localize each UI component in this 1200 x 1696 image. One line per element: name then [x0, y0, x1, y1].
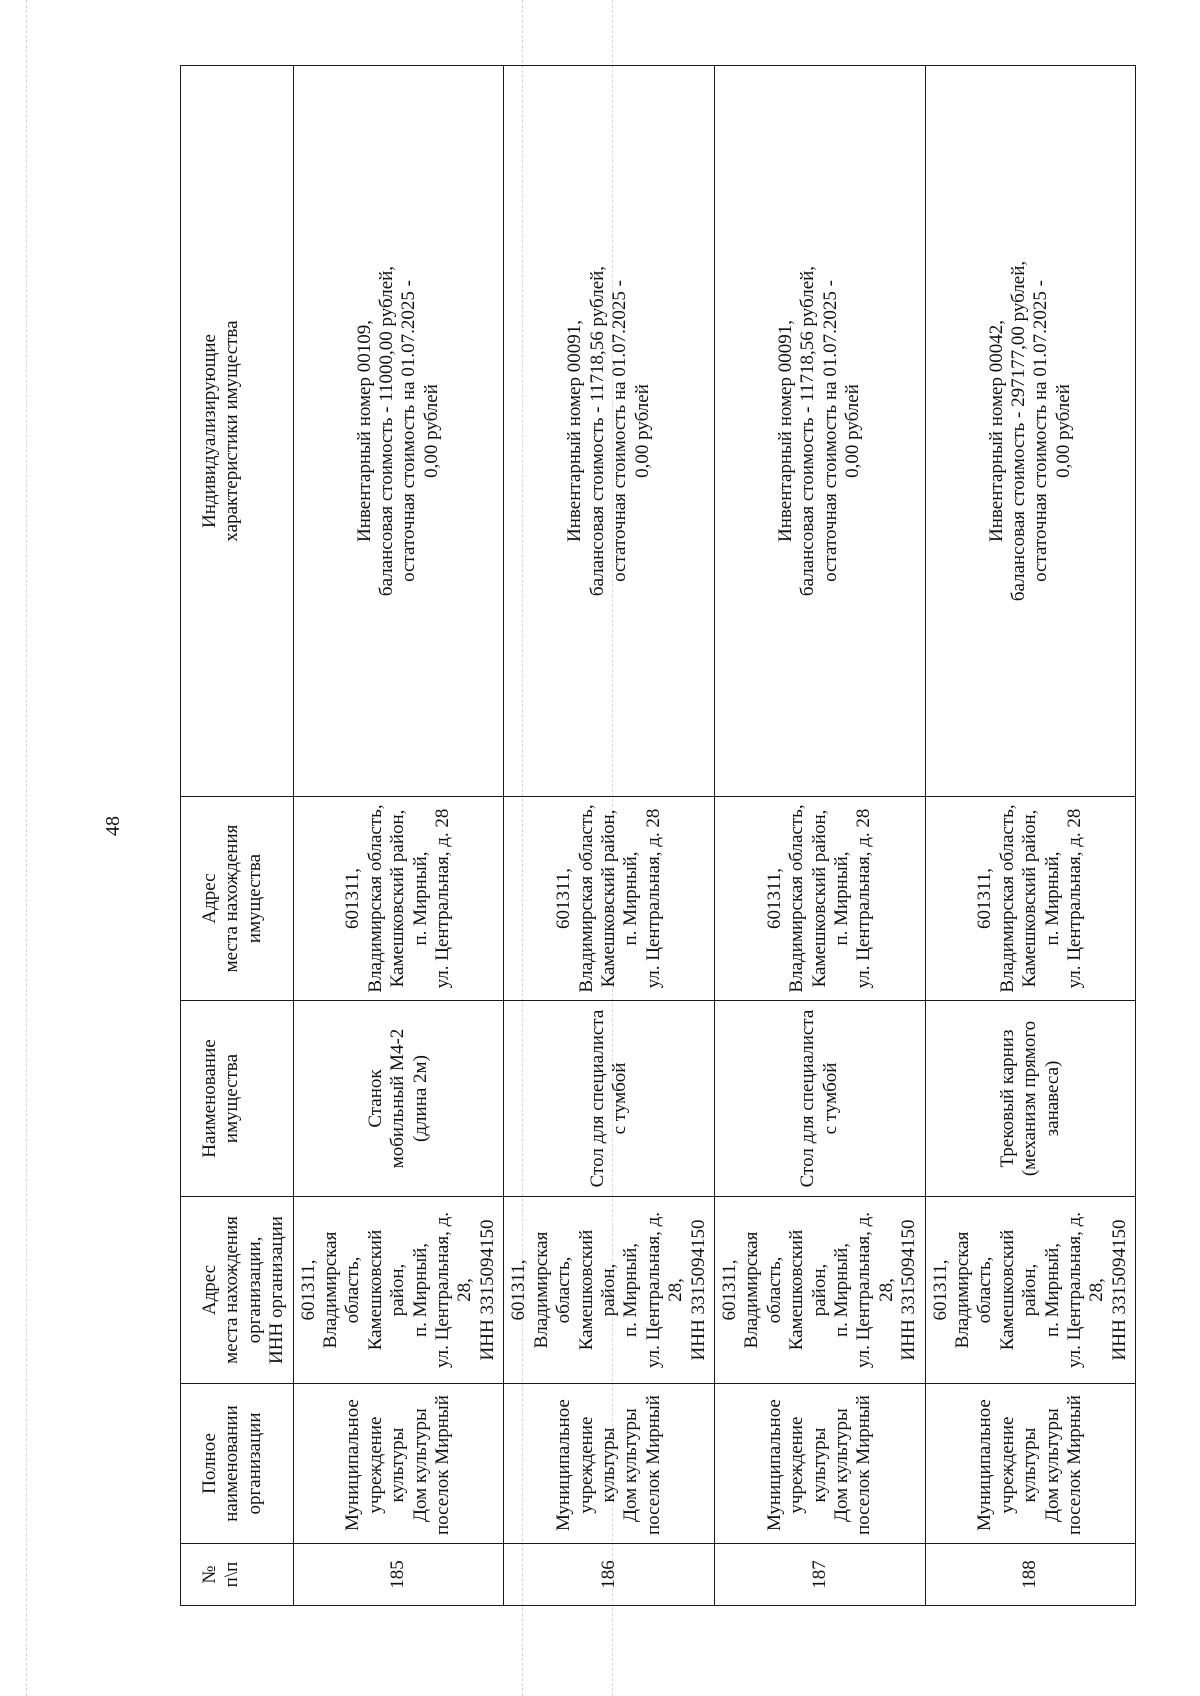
- organization-address-line: Камешковский район,: [364, 1229, 409, 1351]
- characteristics-cell: [925, 66, 1136, 797]
- property-address-line: Камешковский район,: [387, 809, 409, 988]
- organization-name-line: поселок Мирный: [1064, 1395, 1086, 1535]
- table-header-row: [181, 66, 294, 1606]
- property-name-cell: [714, 1001, 925, 1197]
- header-characteristics: [181, 66, 294, 797]
- header-line: наименовании: [221, 1405, 243, 1522]
- characteristics-line: балансовая стоимость - 11000,00 рублей,: [376, 265, 398, 597]
- property-name-line: Станок: [364, 1069, 386, 1128]
- organization-address-line: ул. Центральная, д. 28,: [642, 1212, 687, 1369]
- organization-name-line: Дом культуры: [409, 1408, 431, 1522]
- organization-address-line: 601311,: [508, 1259, 530, 1321]
- organization-address-line: ИНН 3315094150: [1108, 1219, 1130, 1361]
- organization-name-line: Дом культуры: [1041, 1408, 1063, 1522]
- organization-name-line: Дом культуры: [830, 1408, 852, 1522]
- organization-address-line: п. Мирный,: [1041, 1242, 1063, 1338]
- organization-name-cell: [714, 1384, 925, 1544]
- header-line: Индивидуализирующие: [199, 334, 220, 528]
- property-address-line: п. Мирный,: [620, 851, 642, 946]
- property-address-line: ул. Центральная, д. 28: [432, 808, 454, 989]
- property-address-cell: [293, 797, 504, 1001]
- characteristics-cell: [714, 66, 925, 797]
- organization-address-line: Камешковский район,: [575, 1229, 619, 1351]
- organization-address-cell: [293, 1197, 504, 1384]
- organization-address-line: ул. Центральная, д. 28,: [853, 1212, 897, 1369]
- organization-address-line: ул. Центральная, д. 28,: [432, 1212, 476, 1369]
- characteristics-line: остаточная стоимость на 01.07.2025 -: [609, 280, 631, 582]
- property-address-line: п. Мирный,: [830, 851, 852, 946]
- header-line: места нахождения: [221, 1216, 243, 1364]
- header-line: имущества: [221, 1053, 243, 1144]
- header-organization-address: [181, 1197, 294, 1384]
- organization-name-line: Муниципальное: [763, 1399, 785, 1531]
- property-address-line: ул. Центральная, д. 28: [853, 808, 875, 989]
- property-address-line: 601311,: [342, 867, 364, 930]
- property-name-cell: [925, 1001, 1136, 1197]
- row-number: 187: [714, 1544, 925, 1606]
- organization-name-line: Муниципальное: [342, 1399, 364, 1531]
- row-number: 185: [293, 1544, 504, 1606]
- organization-address-line: ИНН 3315094150: [476, 1219, 498, 1361]
- organization-address-line: 601311,: [718, 1259, 740, 1321]
- organization-name-line: учреждение: [364, 1416, 386, 1514]
- property-name-line: Трековый карниз: [996, 1029, 1018, 1168]
- organization-name-cell: [925, 1384, 1136, 1544]
- characteristics-line: Инвентарный номер 00091,: [774, 320, 796, 542]
- header-number: [181, 1544, 294, 1606]
- property-name-cell: [293, 1001, 504, 1197]
- scan-artifact-line: [26, 0, 27, 1696]
- property-name-line: (длина 2м): [409, 1055, 431, 1142]
- organization-address-line: 601311,: [297, 1259, 319, 1321]
- property-address-line: Владимирская область,: [996, 804, 1018, 993]
- organization-address-line: Владимирская область,: [741, 1231, 785, 1349]
- organization-address-line: ИНН 3315094150: [687, 1219, 709, 1361]
- header-line: Наименование: [199, 1039, 220, 1158]
- header-line: места нахождения: [221, 824, 243, 973]
- table-row: [714, 66, 925, 1606]
- organization-name-line: культуры: [597, 1427, 619, 1503]
- organization-address-line: Камешковский район,: [996, 1229, 1041, 1351]
- page-number: 48: [101, 816, 124, 836]
- property-address-line: Камешковский район,: [1019, 809, 1041, 988]
- row-number: 188: [925, 1544, 1136, 1606]
- table-row: [925, 66, 1136, 1606]
- characteristics-line: балансовая стоимость - 11718,56 рублей,: [586, 265, 608, 597]
- organization-name-line: учреждение: [786, 1416, 808, 1514]
- organization-address-line: ИНН 3315094150: [898, 1219, 920, 1361]
- organization-name: [764, 1395, 876, 1535]
- property-address-cell: [714, 797, 925, 1001]
- property-name-cell: [504, 1001, 715, 1197]
- property-address-line: п. Мирный,: [1041, 851, 1063, 946]
- organization-name-cell: [504, 1384, 715, 1544]
- property-address-line: 601311,: [974, 867, 996, 930]
- property-name-line: Стол для специалиста: [797, 1009, 819, 1188]
- characteristics-cell: [293, 66, 504, 797]
- organization-address-cell: [714, 1197, 925, 1384]
- header-line: ИНН организации: [266, 1216, 288, 1364]
- property-address-line: 601311,: [553, 867, 575, 930]
- organization-address-line: п. Мирный,: [409, 1242, 431, 1338]
- row-number: 186: [504, 1544, 715, 1606]
- characteristics-line: остаточная стоимость на 01.07.2025 -: [819, 280, 841, 582]
- property-address-cell: [504, 797, 715, 1001]
- property-address-line: Владимирская область,: [364, 804, 386, 993]
- property-name-line: (механизм прямого: [1019, 1020, 1041, 1177]
- characteristics-line: Инвентарный номер 00042,: [985, 320, 1007, 542]
- organization-address-line: 601311,: [929, 1259, 951, 1321]
- header-line: Полное: [199, 1433, 220, 1494]
- property-name-line: Стол для специалиста: [586, 1009, 608, 1188]
- characteristics-line: балансовая стоимость - 11718,56 рублей,: [797, 265, 819, 597]
- header-line: Адрес: [199, 1264, 220, 1316]
- organization-address-line: Владимирская область,: [320, 1231, 364, 1349]
- header-line: №: [199, 1565, 220, 1584]
- table-row: [293, 66, 504, 1606]
- characteristics-line: балансовая стоимость - 297177,00 рублей,: [1008, 260, 1030, 602]
- property-name-line: занавеса): [1041, 1060, 1063, 1137]
- property-name-line: с тумбой: [819, 1062, 841, 1135]
- organization-name: [553, 1395, 665, 1535]
- organization-address-line: п. Мирный,: [830, 1242, 852, 1338]
- header-line: имущества: [243, 853, 265, 944]
- header-line: организации,: [243, 1236, 265, 1344]
- header-organization-name: [181, 1384, 294, 1544]
- property-address-cell: [925, 797, 1136, 1001]
- property-address-line: Владимирская область,: [786, 804, 808, 993]
- property-address-line: Камешковский район,: [808, 809, 830, 988]
- organization-address-line: Владимирская область,: [952, 1231, 996, 1349]
- property-address-line: ул. Центральная, д. 28: [1064, 808, 1086, 989]
- header-line: Адрес: [199, 873, 220, 924]
- characteristics-line: Инвентарный номер 00109,: [353, 320, 375, 542]
- header-line: п\п: [221, 1561, 243, 1588]
- organization-name-line: культуры: [387, 1427, 409, 1503]
- property-name-line: мобильный М4-2: [387, 1028, 409, 1169]
- property-address-line: Владимирская область,: [575, 804, 597, 993]
- header-line: организации: [243, 1412, 265, 1515]
- property-name-line: с тумбой: [609, 1062, 631, 1135]
- organization-name-line: поселок Мирный: [642, 1395, 664, 1535]
- property-address-line: Камешковский район,: [597, 809, 619, 988]
- organization-name-line: учреждение: [996, 1416, 1018, 1514]
- characteristics-line: 0,00 рублей: [842, 384, 864, 478]
- organization-name: [974, 1395, 1086, 1535]
- table-row: [504, 66, 715, 1606]
- organization-address-cell: [925, 1197, 1136, 1384]
- organization-name-cell: [293, 1384, 504, 1544]
- header-line: характеристики имущества: [221, 320, 243, 542]
- table-body: [293, 66, 1136, 1606]
- property-address-line: п. Мирный,: [409, 851, 431, 946]
- organization-address-line: Камешковский район,: [786, 1229, 830, 1351]
- property-registry-table: [180, 65, 1136, 1606]
- organization-address-line: Владимирская область,: [530, 1231, 575, 1349]
- characteristics-line: 0,00 рублей: [631, 384, 653, 478]
- characteristics-line: остаточная стоимость на 01.07.2025 -: [398, 280, 420, 582]
- characteristics-line: Инвентарный номер 00091,: [564, 320, 586, 542]
- organization-name-line: Муниципальное: [553, 1399, 575, 1531]
- characteristics-line: остаточная стоимость на 01.07.2025 -: [1030, 280, 1052, 582]
- organization-name-line: культуры: [808, 1427, 830, 1503]
- organization-name-line: учреждение: [575, 1416, 597, 1514]
- organization-name-line: Дом культуры: [620, 1408, 642, 1522]
- organization-name: [342, 1395, 454, 1535]
- property-address-line: 601311,: [763, 867, 785, 930]
- characteristics-line: 0,00 рублей: [1052, 384, 1074, 478]
- organization-address-cell: [504, 1197, 715, 1384]
- characteristics-line: 0,00 рублей: [420, 384, 442, 478]
- organization-address-line: ул. Центральная, д. 28,: [1064, 1212, 1108, 1369]
- organization-name-line: культуры: [1019, 1427, 1041, 1503]
- header-property-address: [181, 797, 294, 1001]
- organization-name-line: поселок Мирный: [853, 1395, 875, 1535]
- organization-address-line: п. Мирный,: [620, 1242, 642, 1338]
- organization-name-line: Муниципальное: [974, 1399, 996, 1531]
- header-property-name: [181, 1001, 294, 1197]
- characteristics-cell: [504, 66, 715, 797]
- rotated-table-sheet: [180, 66, 1130, 1606]
- property-address-line: ул. Центральная, д. 28: [642, 808, 664, 989]
- organization-name-line: поселок Мирный: [432, 1395, 454, 1535]
